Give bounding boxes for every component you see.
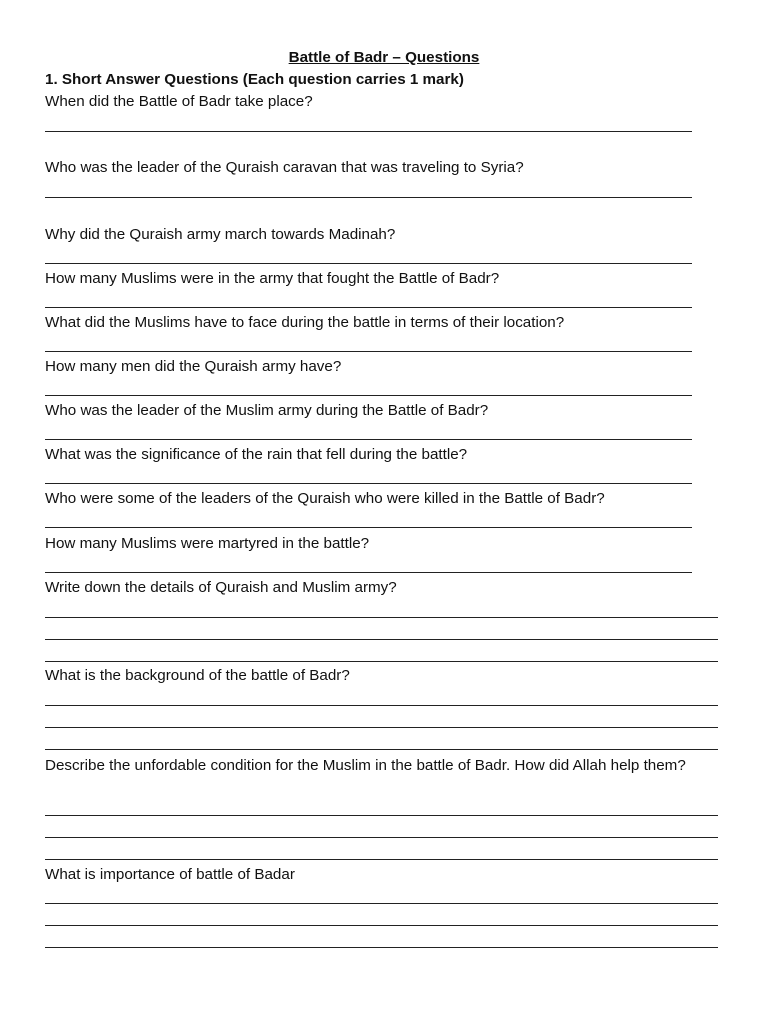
answer-line[interactable]: [45, 131, 692, 132]
answer-line[interactable]: [45, 661, 718, 662]
question-14: What is importance of battle of Badar: [45, 866, 295, 883]
question-3: Why did the Quraish army march towards Madinah?: [45, 226, 396, 243]
question-6: How many men did the Quraish army have?: [45, 358, 342, 375]
page-title: Battle of Badr – Questions: [288, 49, 480, 66]
question-12: What is the background of the battle of Badr?: [45, 667, 350, 684]
answer-line[interactable]: [45, 197, 692, 198]
answer-line[interactable]: [45, 395, 692, 396]
question-10: How many Muslims were martyred in the battle?: [45, 535, 370, 552]
answer-line[interactable]: [45, 572, 692, 573]
answer-line[interactable]: [45, 947, 718, 948]
question-8: What was the significance of the rain that fell during the battle?: [45, 446, 468, 463]
answer-line[interactable]: [45, 837, 718, 838]
question-7: Who was the leader of the Muslim army during the Battle of Badr?: [45, 402, 489, 419]
question-2: Who was the leader of the Quraish caravan that was traveling to Syria?: [45, 159, 524, 176]
question-5: What did the Muslims have to face during the battle in terms of their location?: [45, 314, 565, 331]
section-heading: 1. Short Answer Questions (Each question carries 1 mark): [45, 71, 464, 88]
answer-line[interactable]: [45, 727, 718, 728]
answer-line[interactable]: [45, 815, 718, 816]
question-13: Describe the unfordable condition for the Muslim in the battle of Badr. How did Allah help them?: [45, 757, 686, 774]
question-11: Write down the details of Quraish and Muslim army?: [45, 579, 397, 596]
answer-line[interactable]: [45, 263, 692, 264]
answer-line[interactable]: [45, 617, 718, 618]
answer-line[interactable]: [45, 705, 718, 706]
answer-line[interactable]: [45, 859, 718, 860]
question-1: When did the Battle of Badr take place?: [45, 93, 313, 110]
answer-line[interactable]: [45, 483, 692, 484]
answer-line[interactable]: [45, 925, 718, 926]
answer-line[interactable]: [45, 527, 692, 528]
question-9: Who were some of the leaders of the Quraish who were killed in the Battle of Badr?: [45, 490, 605, 507]
answer-line[interactable]: [45, 439, 692, 440]
answer-line[interactable]: [45, 351, 692, 352]
answer-line[interactable]: [45, 749, 718, 750]
question-4: How many Muslims were in the army that fought the Battle of Badr?: [45, 270, 500, 287]
answer-line[interactable]: [45, 639, 718, 640]
answer-line[interactable]: [45, 903, 718, 904]
answer-line[interactable]: [45, 307, 692, 308]
